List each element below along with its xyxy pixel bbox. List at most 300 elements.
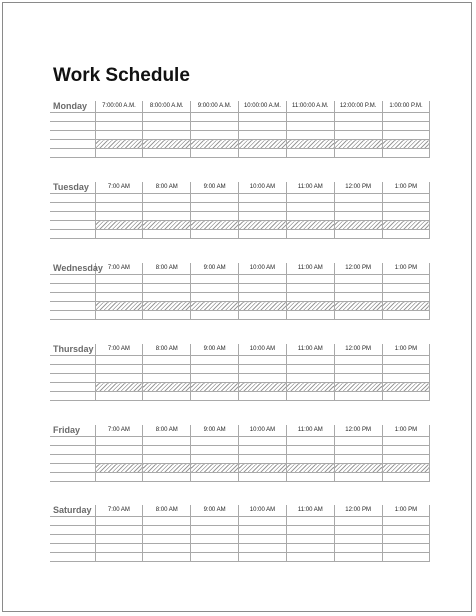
break-cell[interactable] — [95, 302, 143, 311]
shift-cell[interactable] — [95, 455, 143, 464]
break-cell[interactable] — [191, 140, 239, 149]
break-cell[interactable] — [191, 383, 239, 392]
shift-cell[interactable] — [334, 517, 382, 526]
shift-cell[interactable] — [382, 293, 430, 302]
shift-cell[interactable] — [286, 455, 334, 464]
shift-cell[interactable] — [382, 526, 430, 535]
time-header: 7:00 AM — [95, 344, 143, 356]
table-row — [50, 535, 430, 544]
shift-cell[interactable] — [286, 526, 334, 535]
shift-cell[interactable] — [95, 553, 143, 562]
shift-cell[interactable] — [143, 275, 191, 284]
shift-cell[interactable] — [191, 131, 239, 140]
shift-cell[interactable] — [143, 212, 191, 221]
time-header: 1:00 PM — [382, 505, 430, 517]
time-header: 7:00 AM — [95, 263, 143, 275]
shift-cell[interactable] — [239, 131, 287, 140]
table-row — [50, 149, 430, 158]
shift-cell[interactable] — [382, 356, 430, 365]
break-cell[interactable] — [95, 140, 143, 149]
shift-cell[interactable] — [286, 131, 334, 140]
shift-cell[interactable] — [382, 473, 430, 482]
time-header: 11:00 AM — [286, 182, 334, 194]
shift-cell[interactable] — [334, 275, 382, 284]
shift-cell[interactable] — [286, 356, 334, 365]
shift-cell[interactable] — [239, 356, 287, 365]
shift-cell[interactable] — [286, 446, 334, 455]
shift-cell[interactable] — [286, 473, 334, 482]
shift-cell[interactable] — [382, 535, 430, 544]
shift-cell[interactable] — [239, 374, 287, 383]
shift-cell[interactable] — [334, 113, 382, 122]
shift-cell[interactable] — [382, 212, 430, 221]
shift-cell[interactable] — [239, 122, 287, 131]
break-cell[interactable] — [334, 302, 382, 311]
time-header: 7:00 AM — [95, 425, 143, 437]
shift-cell[interactable] — [382, 544, 430, 553]
shift-cell[interactable] — [143, 311, 191, 320]
time-header: 10:00:00 A.M. — [239, 101, 287, 113]
employee-cell[interactable] — [50, 553, 95, 562]
table-row — [50, 455, 430, 464]
shift-cell[interactable] — [143, 437, 191, 446]
employee-cell[interactable] — [50, 311, 95, 320]
shift-cell[interactable] — [382, 122, 430, 131]
shift-cell[interactable] — [95, 446, 143, 455]
shift-cell[interactable] — [191, 374, 239, 383]
shift-cell[interactable] — [239, 517, 287, 526]
break-cell[interactable] — [382, 302, 430, 311]
shift-cell[interactable] — [191, 293, 239, 302]
shift-cell[interactable] — [191, 311, 239, 320]
shift-cell[interactable] — [334, 535, 382, 544]
table-row — [50, 526, 430, 535]
shift-cell[interactable] — [286, 544, 334, 553]
break-cell[interactable] — [239, 464, 287, 473]
shift-cell[interactable] — [334, 212, 382, 221]
shift-cell[interactable] — [191, 455, 239, 464]
employee-cell[interactable] — [50, 374, 95, 383]
employee-cell[interactable] — [50, 392, 95, 401]
time-header: 8:00 AM — [143, 425, 191, 437]
break-cell[interactable] — [382, 140, 430, 149]
shift-cell[interactable] — [334, 230, 382, 239]
shift-cell[interactable] — [239, 149, 287, 158]
time-header: 8:00 AM — [143, 182, 191, 194]
shift-cell[interactable] — [95, 194, 143, 203]
break-cell[interactable] — [95, 464, 143, 473]
break-cell[interactable] — [286, 383, 334, 392]
employee-cell[interactable] — [50, 284, 95, 293]
employee-cell[interactable] — [50, 113, 95, 122]
employee-cell[interactable] — [50, 356, 95, 365]
day-label: Thursday — [53, 344, 94, 354]
shift-cell[interactable] — [286, 194, 334, 203]
time-header: 9:00 AM — [191, 505, 239, 517]
employee-cell[interactable] — [50, 230, 95, 239]
shift-cell[interactable] — [95, 131, 143, 140]
employee-cell[interactable] — [50, 544, 95, 553]
time-header: 12:00:00 P.M. — [334, 101, 382, 113]
table-row — [50, 517, 430, 526]
shift-cell[interactable] — [382, 131, 430, 140]
shift-cell[interactable] — [95, 392, 143, 401]
shift-cell[interactable] — [95, 203, 143, 212]
shift-cell[interactable] — [143, 113, 191, 122]
time-header: 11:00 AM — [286, 425, 334, 437]
shift-cell[interactable] — [286, 392, 334, 401]
break-cell[interactable] — [95, 383, 143, 392]
shift-cell[interactable] — [239, 392, 287, 401]
shift-cell[interactable] — [191, 473, 239, 482]
shift-cell[interactable] — [95, 544, 143, 553]
shift-cell[interactable] — [191, 544, 239, 553]
time-header: 12:00 PM — [334, 344, 382, 356]
shift-cell[interactable] — [334, 122, 382, 131]
shift-cell[interactable] — [239, 526, 287, 535]
shift-cell[interactable] — [239, 293, 287, 302]
shift-cell[interactable] — [239, 203, 287, 212]
shift-cell[interactable] — [382, 230, 430, 239]
day-label: Wednesday — [53, 263, 103, 273]
shift-cell[interactable] — [382, 455, 430, 464]
time-header: 11:00 AM — [286, 505, 334, 517]
shift-cell[interactable] — [239, 230, 287, 239]
employee-cell[interactable] — [50, 473, 95, 482]
shift-cell[interactable] — [143, 365, 191, 374]
shift-cell[interactable] — [95, 122, 143, 131]
shift-cell[interactable] — [334, 293, 382, 302]
break-cell[interactable] — [143, 464, 191, 473]
employee-cell[interactable] — [50, 365, 95, 374]
shift-cell[interactable] — [334, 149, 382, 158]
time-header: 7:00:00 A.M. — [95, 101, 143, 113]
shift-cell[interactable] — [382, 553, 430, 562]
shift-cell[interactable] — [334, 526, 382, 535]
shift-cell[interactable] — [95, 113, 143, 122]
shift-cell[interactable] — [382, 374, 430, 383]
shift-cell[interactable] — [191, 275, 239, 284]
shift-cell[interactable] — [382, 446, 430, 455]
shift-cell[interactable] — [382, 517, 430, 526]
shift-cell[interactable] — [143, 455, 191, 464]
shift-cell[interactable] — [95, 365, 143, 374]
shift-cell[interactable] — [143, 473, 191, 482]
day-grid — [50, 505, 430, 562]
shift-cell[interactable] — [334, 356, 382, 365]
day-label: Tuesday — [53, 182, 89, 192]
employee-cell[interactable] — [50, 293, 95, 302]
shift-cell[interactable] — [95, 374, 143, 383]
shift-cell[interactable] — [143, 544, 191, 553]
break-cell[interactable] — [382, 464, 430, 473]
shift-cell[interactable] — [143, 293, 191, 302]
employee-cell[interactable] — [50, 383, 95, 392]
employee-cell[interactable] — [50, 464, 95, 473]
table-row — [50, 140, 430, 149]
time-header: 12:00 PM — [334, 182, 382, 194]
shift-cell[interactable] — [95, 526, 143, 535]
shift-cell[interactable] — [286, 437, 334, 446]
time-header: 8:00 AM — [143, 263, 191, 275]
shift-cell[interactable] — [239, 473, 287, 482]
shift-cell[interactable] — [334, 392, 382, 401]
shift-cell[interactable] — [191, 365, 239, 374]
shift-cell[interactable] — [239, 212, 287, 221]
time-header: 10:00 AM — [239, 425, 287, 437]
shift-cell[interactable] — [286, 203, 334, 212]
shift-cell[interactable] — [191, 553, 239, 562]
table-row — [50, 230, 430, 239]
shift-cell[interactable] — [95, 149, 143, 158]
day-grid — [50, 344, 430, 401]
employee-cell[interactable] — [50, 446, 95, 455]
employee-cell[interactable] — [50, 526, 95, 535]
employee-cell[interactable] — [50, 221, 95, 230]
shift-cell[interactable] — [143, 194, 191, 203]
shift-cell[interactable] — [95, 535, 143, 544]
break-cell[interactable] — [334, 464, 382, 473]
shift-cell[interactable] — [191, 446, 239, 455]
shift-cell[interactable] — [286, 113, 334, 122]
shift-cell[interactable] — [382, 275, 430, 284]
shift-cell[interactable] — [143, 131, 191, 140]
break-cell[interactable] — [143, 140, 191, 149]
shift-cell[interactable] — [286, 149, 334, 158]
break-cell[interactable] — [382, 221, 430, 230]
break-cell[interactable] — [191, 221, 239, 230]
shift-cell[interactable] — [143, 203, 191, 212]
shift-cell[interactable] — [191, 230, 239, 239]
employee-cell[interactable] — [50, 302, 95, 311]
shift-cell[interactable] — [239, 437, 287, 446]
shift-cell[interactable] — [191, 356, 239, 365]
employee-cell[interactable] — [50, 140, 95, 149]
employee-cell[interactable] — [50, 517, 95, 526]
day-label: Saturday — [53, 505, 92, 515]
shift-cell[interactable] — [286, 517, 334, 526]
shift-cell[interactable] — [286, 275, 334, 284]
shift-cell[interactable] — [143, 149, 191, 158]
shift-cell[interactable] — [286, 284, 334, 293]
day-label: Friday — [53, 425, 81, 435]
table-row — [50, 437, 430, 446]
break-cell[interactable] — [334, 221, 382, 230]
shift-cell[interactable] — [239, 113, 287, 122]
shift-cell[interactable] — [95, 230, 143, 239]
time-header: 7:00 AM — [95, 182, 143, 194]
break-cell[interactable] — [95, 221, 143, 230]
time-header: 11:00 AM — [286, 344, 334, 356]
employee-cell[interactable] — [50, 203, 95, 212]
break-cell[interactable] — [239, 140, 287, 149]
day-grid — [50, 182, 430, 239]
time-header: 11:00 AM — [286, 263, 334, 275]
shift-cell[interactable] — [286, 293, 334, 302]
break-cell[interactable] — [143, 383, 191, 392]
shift-cell[interactable] — [239, 553, 287, 562]
shift-cell[interactable] — [143, 517, 191, 526]
break-cell[interactable] — [239, 302, 287, 311]
shift-cell[interactable] — [143, 284, 191, 293]
shift-cell[interactable] — [239, 365, 287, 374]
break-cell[interactable] — [334, 383, 382, 392]
break-cell[interactable] — [286, 464, 334, 473]
shift-cell[interactable] — [334, 365, 382, 374]
time-header: 1:00 PM — [382, 425, 430, 437]
shift-cell[interactable] — [191, 535, 239, 544]
shift-cell[interactable] — [95, 212, 143, 221]
table-row — [50, 212, 430, 221]
employee-cell[interactable] — [50, 194, 95, 203]
shift-cell[interactable] — [286, 365, 334, 374]
shift-cell[interactable] — [239, 535, 287, 544]
shift-cell[interactable] — [382, 194, 430, 203]
table-row — [50, 113, 430, 122]
shift-cell[interactable] — [286, 535, 334, 544]
time-header: 10:00 AM — [239, 182, 287, 194]
shift-cell[interactable] — [191, 517, 239, 526]
table-row — [50, 374, 430, 383]
break-cell[interactable] — [143, 221, 191, 230]
shift-cell[interactable] — [239, 544, 287, 553]
shift-cell[interactable] — [191, 212, 239, 221]
break-cell[interactable] — [286, 140, 334, 149]
table-row — [50, 446, 430, 455]
shift-cell[interactable] — [191, 203, 239, 212]
shift-cell[interactable] — [382, 392, 430, 401]
shift-cell[interactable] — [143, 392, 191, 401]
shift-cell[interactable] — [334, 446, 382, 455]
shift-cell[interactable] — [143, 535, 191, 544]
shift-cell[interactable] — [382, 284, 430, 293]
shift-cell[interactable] — [286, 553, 334, 562]
shift-cell[interactable] — [191, 437, 239, 446]
table-row — [50, 203, 430, 212]
shift-cell[interactable] — [239, 275, 287, 284]
shift-cell[interactable] — [239, 446, 287, 455]
shift-cell[interactable] — [334, 131, 382, 140]
shift-cell[interactable] — [334, 311, 382, 320]
break-cell[interactable] — [191, 302, 239, 311]
page-title: Work Schedule — [53, 65, 190, 86]
shift-cell[interactable] — [239, 194, 287, 203]
shift-cell[interactable] — [382, 149, 430, 158]
shift-cell[interactable] — [239, 284, 287, 293]
table-row — [50, 194, 430, 203]
time-header: 8:00 AM — [143, 344, 191, 356]
time-header: 7:00 AM — [95, 505, 143, 517]
time-header: 11:00:00 A.M. — [286, 101, 334, 113]
shift-cell[interactable] — [191, 149, 239, 158]
shift-cell[interactable] — [143, 553, 191, 562]
time-header: 1:00 PM — [382, 182, 430, 194]
employee-cell[interactable] — [50, 131, 95, 140]
shift-cell[interactable] — [286, 212, 334, 221]
shift-cell[interactable] — [95, 473, 143, 482]
employee-cell[interactable] — [50, 275, 95, 284]
employee-cell[interactable] — [50, 455, 95, 464]
table-row — [50, 293, 430, 302]
shift-cell[interactable] — [382, 203, 430, 212]
shift-cell[interactable] — [143, 230, 191, 239]
employee-cell[interactable] — [50, 437, 95, 446]
shift-cell[interactable] — [143, 446, 191, 455]
day-grid — [50, 101, 430, 158]
shift-cell[interactable] — [95, 356, 143, 365]
time-header: 12:00 PM — [334, 505, 382, 517]
shift-cell[interactable] — [95, 437, 143, 446]
shift-cell[interactable] — [143, 356, 191, 365]
shift-cell[interactable] — [239, 311, 287, 320]
break-cell[interactable] — [382, 383, 430, 392]
shift-cell[interactable] — [334, 203, 382, 212]
schedule-page — [2, 2, 472, 612]
break-cell[interactable] — [286, 221, 334, 230]
shift-cell[interactable] — [95, 311, 143, 320]
shift-cell[interactable] — [191, 284, 239, 293]
break-cell[interactable] — [334, 140, 382, 149]
shift-cell[interactable] — [143, 374, 191, 383]
shift-cell[interactable] — [95, 284, 143, 293]
time-header: 8:00:00 A.M. — [143, 101, 191, 113]
table-row — [50, 311, 430, 320]
employee-cell[interactable] — [50, 149, 95, 158]
shift-cell[interactable] — [143, 526, 191, 535]
employee-cell[interactable] — [50, 535, 95, 544]
shift-cell[interactable] — [191, 113, 239, 122]
shift-cell[interactable] — [95, 275, 143, 284]
employee-cell[interactable] — [50, 122, 95, 131]
shift-cell[interactable] — [334, 455, 382, 464]
break-cell[interactable] — [286, 302, 334, 311]
shift-cell[interactable] — [334, 284, 382, 293]
employee-cell[interactable] — [50, 212, 95, 221]
break-cell[interactable] — [191, 464, 239, 473]
shift-cell[interactable] — [334, 194, 382, 203]
shift-cell[interactable] — [95, 293, 143, 302]
shift-cell[interactable] — [286, 122, 334, 131]
shift-cell[interactable] — [286, 374, 334, 383]
table-row — [50, 553, 430, 562]
shift-cell[interactable] — [286, 311, 334, 320]
shift-cell[interactable] — [143, 122, 191, 131]
shift-cell[interactable] — [191, 194, 239, 203]
table-row — [50, 284, 430, 293]
shift-cell[interactable] — [334, 553, 382, 562]
shift-cell[interactable] — [334, 437, 382, 446]
break-cell[interactable] — [239, 383, 287, 392]
break-cell[interactable] — [239, 221, 287, 230]
shift-cell[interactable] — [382, 311, 430, 320]
table-row — [50, 356, 430, 365]
shift-cell[interactable] — [286, 230, 334, 239]
shift-cell[interactable] — [334, 374, 382, 383]
shift-cell[interactable] — [95, 517, 143, 526]
shift-cell[interactable] — [334, 544, 382, 553]
shift-cell[interactable] — [239, 455, 287, 464]
time-header: 8:00 AM — [143, 505, 191, 517]
shift-cell[interactable] — [382, 113, 430, 122]
time-header: 12:00 PM — [334, 263, 382, 275]
shift-cell[interactable] — [382, 365, 430, 374]
shift-cell[interactable] — [334, 473, 382, 482]
shift-cell[interactable] — [382, 437, 430, 446]
shift-cell[interactable] — [191, 122, 239, 131]
shift-cell[interactable] — [191, 392, 239, 401]
shift-cell[interactable] — [191, 526, 239, 535]
break-cell[interactable] — [143, 302, 191, 311]
